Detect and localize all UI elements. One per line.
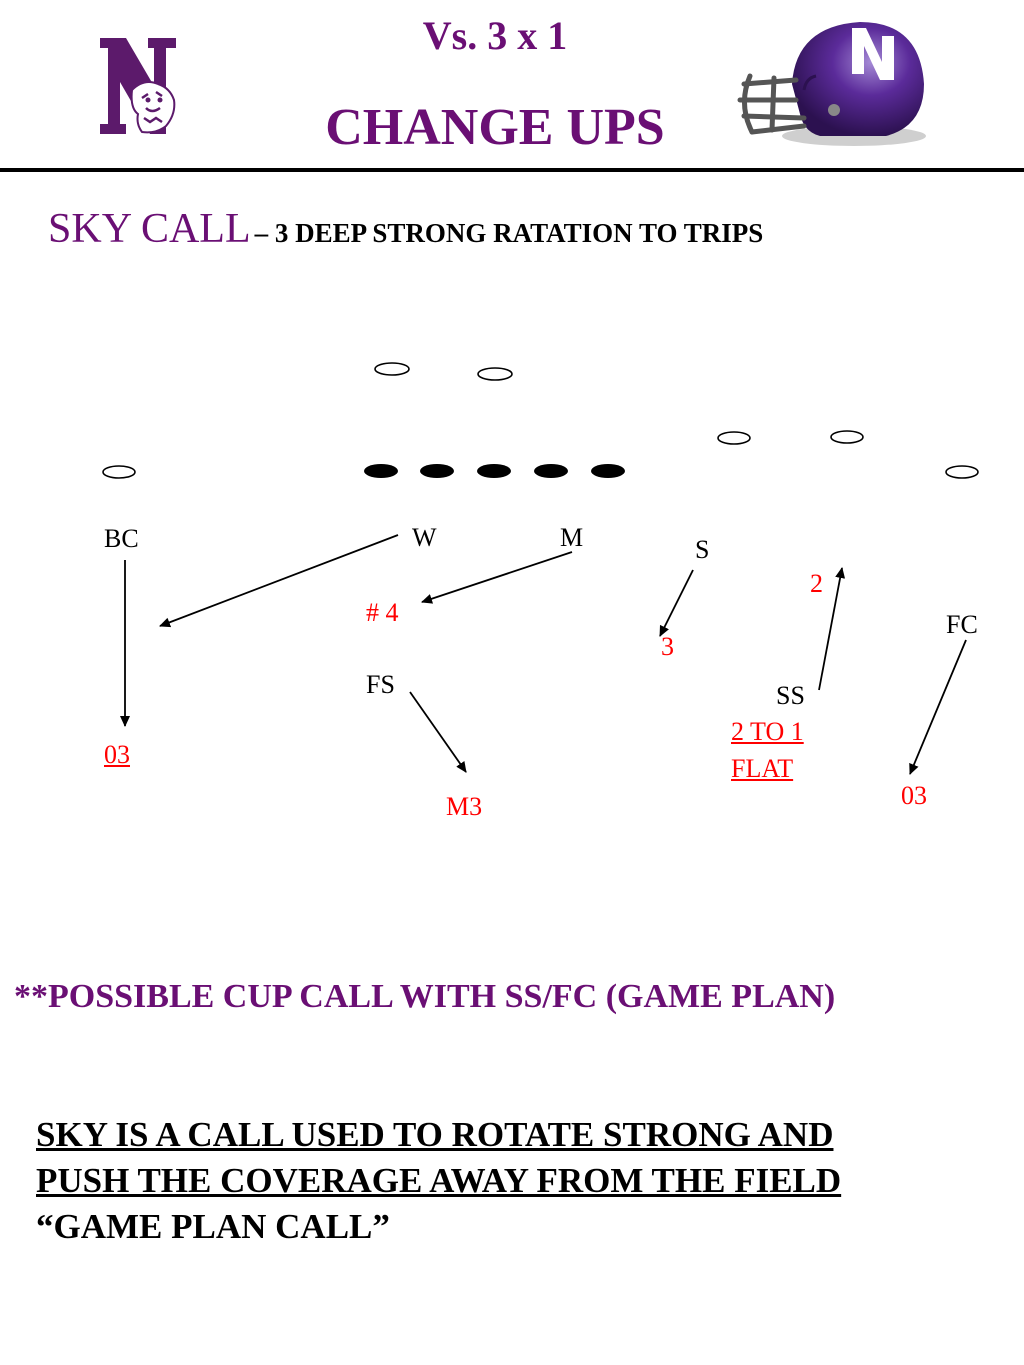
title-line-1: Vs. 3 x 1 — [422, 13, 568, 58]
ss-zone-label: 2 — [810, 569, 823, 598]
wildcat-logo-icon — [96, 34, 180, 138]
offense-receiver-icon — [718, 432, 750, 444]
football-helmet-icon — [734, 14, 928, 150]
offense-receiver-icon — [831, 431, 863, 443]
w-route-arrow — [160, 535, 398, 626]
s-route-arrow — [660, 570, 693, 636]
sky-call-subtitle: – 3 DEEP STRONG RATATION TO TRIPS — [254, 218, 764, 248]
defender-s-label: S — [695, 535, 710, 564]
offense-receiver-icon — [946, 466, 978, 478]
page-title: CHANGE UPS — [325, 99, 665, 156]
w-m-assignment-label: # 4 — [366, 598, 399, 627]
ss-assignment-line1: 2 TO 1 — [731, 717, 804, 746]
sky-call-title: SKY CALL — [48, 206, 251, 252]
defender-fs-label: FS — [366, 670, 395, 699]
explanation-line: “GAME PLAN CALL” — [36, 1207, 390, 1246]
cup-call-note: **POSSIBLE CUP CALL WITH SS/FC (GAME PLAN) — [14, 978, 836, 1015]
bc-assignment-label: 03 — [104, 740, 130, 769]
defender-fc-label: FC — [946, 610, 978, 639]
defender-bc-label: BC — [104, 524, 139, 553]
offense-receiver-icon — [478, 368, 512, 380]
fs-route-arrow — [410, 692, 466, 772]
play-diagram — [0, 340, 1024, 860]
offensive-lineman-icon — [477, 464, 511, 478]
offense-receiver-icon — [103, 466, 135, 478]
header-divider — [0, 168, 1024, 172]
offensive-lineman-icon — [364, 464, 398, 478]
offensive-lineman-icon — [534, 464, 568, 478]
m-route-arrow — [422, 552, 572, 602]
fc-route-arrow — [910, 640, 966, 774]
offense-receiver-icon — [375, 363, 409, 375]
explanation-line: SKY IS A CALL USED TO ROTATE STRONG AND — [36, 1115, 834, 1154]
sky-call-explanation — [36, 1112, 976, 1250]
fc-assignment-label: 03 — [901, 781, 927, 810]
defender-m-label: M — [560, 523, 584, 552]
offensive-lineman-icon — [591, 464, 625, 478]
fs-assignment-label: M3 — [446, 792, 483, 821]
defender-w-label: W — [412, 523, 437, 552]
offensive-lineman-icon — [420, 464, 454, 478]
defender-ss-label: SS — [776, 681, 805, 710]
explanation-line: PUSH THE COVERAGE AWAY FROM THE FIELD — [36, 1161, 842, 1200]
s-assignment-label: 3 — [661, 632, 674, 661]
ss-assignment-line2: FLAT — [731, 754, 794, 783]
sky-call-heading — [48, 205, 763, 253]
